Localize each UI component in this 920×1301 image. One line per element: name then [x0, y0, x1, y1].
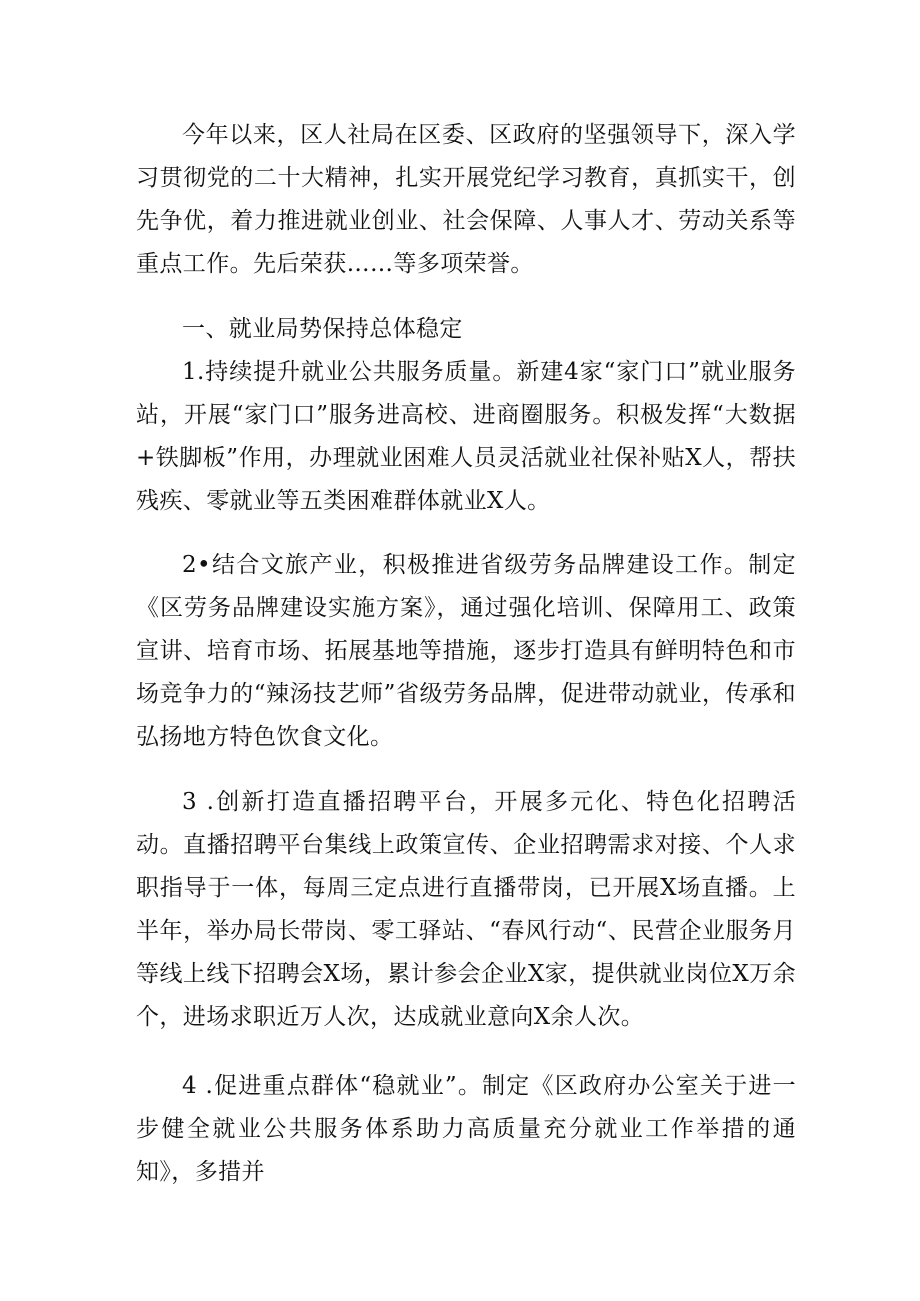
item-paragraph-2: 2•结合文旅产业，积极推进省级劳务品牌建设工作。制定《区劳务品牌建设实施方案》，通过强化培训、保障用工、政策宣讲、培育市场、拓展基地等措施，逐步打造具有鲜明特色和市场竞争力的“辣汤技艺师”省级劳务品牌，促进带动就业，传承和弘扬地方特色饮食文化。 [136, 552, 796, 750]
item-paragraph-3: 3 .创新打造直播招聘平台，开展多元化、特色化招聘活动。直播招聘平台集线上政策宣传、企业招聘需求对接、个人求职指导于一体，每周三定点进行直播带岗，已开展X场直播。上半年，举办局长带岗、零工驿站、“春风行动“、民营企业服务月等线上线下招聘会X场，累计参会企业X家，提供就业岗位X万余个，进场求职近万人次，达成就业意向X余人次。 [136, 789, 796, 1030]
item-paragraph-4: 4 .促进重点群体“稳就业”。制定《区政府办公室关于进一步健全就业公共服务体系助力高质量充分就业工作举措的通知》，多措并 [136, 1073, 796, 1185]
section-heading-employment: 一、就业局势保持总体稳定 [182, 316, 463, 342]
item-paragraph-1: 1.持续提升就业公共服务质量。新建4家“家门口”就业服务站，开展“家门口”服务进高校、进商圈服务。积极发挥“大数据+铁脚板”作用，办理就业困难人员灵活就业社保补贴X人，帮扶残疾、零就业等五类困难群体就业X人。 [136, 359, 796, 514]
intro-paragraph: 今年以来，区人社局在区委、区政府的坚强领导下，深入学习贯彻党的二十大精神，扎实开展党纪学习教育，真抓实干，创先争优，着力推进就业创业、社会保障、人事人才、劳动关系等重点工作。先后荣获……等多项荣誉。 [136, 122, 796, 277]
